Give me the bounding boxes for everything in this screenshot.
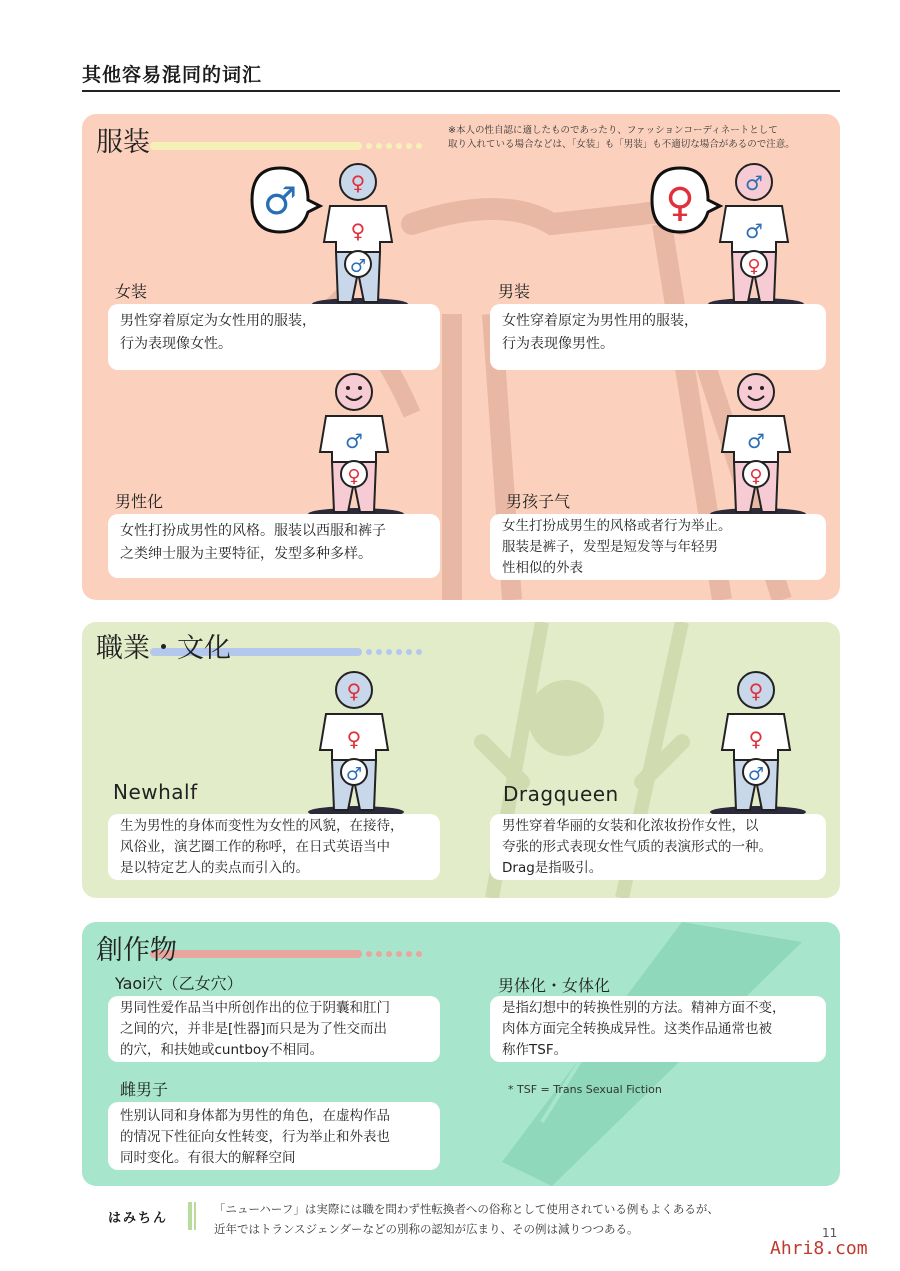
footer-line1: 「ニューハーフ」は実際には職を問わず性転換者への俗称として使用されている例もよくあるが、 <box>214 1202 719 1216</box>
crossdress-m-label: 男装 <box>498 282 531 301</box>
culture-title: 職業・文化 <box>96 633 231 664</box>
masculinize-label: 男性化 <box>115 492 164 511</box>
title-rule <box>82 90 840 92</box>
svg-text:♂: ♂ <box>747 429 765 453</box>
svg-text:♀: ♀ <box>747 256 761 277</box>
genderswap-label: 男体化・女体化 <box>498 976 611 995</box>
crossdress-f-label: 女装 <box>115 282 148 301</box>
genderswap-line3: 称作TSF。 <box>502 1042 568 1058</box>
svg-text:♀: ♀ <box>346 679 362 703</box>
masculinize-figure <box>300 372 410 522</box>
newhalf-description <box>108 814 440 880</box>
tomboy-label: 男孩子气 <box>506 492 571 511</box>
yaoi-description <box>108 996 440 1062</box>
author-logo: はみちん <box>108 1211 169 1226</box>
newhalf-label: Newhalf <box>113 780 198 804</box>
footer-divider-thin <box>194 1202 196 1230</box>
svg-text:♀: ♀ <box>748 727 764 751</box>
tomboy-figure <box>702 372 812 522</box>
crossdress-f-line1: 男性穿着原定为女性用的服装， <box>120 313 316 329</box>
dragqueen-line1: 男性穿着华丽的女装和化浓妆扮作女性，以 <box>502 818 759 834</box>
dragqueen-figure <box>702 670 812 820</box>
femboy-line1: 性别认同和身体都为男性的角色，在虚构作品 <box>120 1108 390 1124</box>
tomboy-line3: 性相似的外表 <box>502 560 583 576</box>
yaoi-line3: 的穴，和扶她或cuntboy不相同。 <box>120 1042 324 1058</box>
clothing-note-line1: ※本人の性自認に適したものであったり、ファッションコーディネートとして <box>448 125 778 136</box>
crossdress-m-description <box>490 304 826 370</box>
crossdress-f-figure <box>250 162 410 312</box>
masculinize-line1: 女性打扮成男性的风格。服装以西服和裤子 <box>120 523 386 539</box>
svg-text:♂: ♂ <box>262 179 298 223</box>
newhalf-figure <box>300 670 410 820</box>
crossdress-m-line2: 行为表现像男性。 <box>502 336 614 352</box>
svg-text:♂: ♂ <box>745 171 763 195</box>
clothing-note <box>448 124 828 152</box>
footer-divider <box>188 1202 192 1230</box>
svg-text:♀: ♀ <box>350 171 366 195</box>
crossdress-m-line1: 女性穿着原定为男性用的服装， <box>502 313 698 329</box>
footer-line2: 近年ではトランスジェンダーなどの別称の認知が広まり、その例は減りつつある。 <box>214 1222 639 1236</box>
crossdress-f-description <box>108 304 440 370</box>
tomboy-line1: 女生打扮成男生的风格或者行为举止。 <box>502 518 732 534</box>
svg-text:♀: ♀ <box>346 727 362 751</box>
clothing-title: 服装 <box>96 127 150 158</box>
page-title: 其他容易混同的词汇 <box>82 64 263 86</box>
tomboy-description <box>490 514 826 580</box>
tomboy-line2: 服装是裤子，发型是短发等与年轻男 <box>502 539 718 555</box>
crossdress-m-figure <box>650 162 810 312</box>
clothing-note-line2: 取り入れている場合などは、「女装」も「男装」も不適切な場合があるので注意。 <box>448 139 795 150</box>
femboy-label: 雌男子 <box>120 1080 169 1099</box>
culture-title-dots <box>366 649 422 655</box>
svg-text:♀: ♀ <box>665 180 695 226</box>
works-title: 創作物 <box>96 935 177 966</box>
svg-text:♂: ♂ <box>345 429 363 453</box>
masculinize-description <box>108 514 440 578</box>
svg-text:♀: ♀ <box>749 466 763 487</box>
clothing-title-bar <box>150 142 362 150</box>
femboy-description <box>108 1102 440 1170</box>
svg-text:♀: ♀ <box>748 679 764 703</box>
svg-text:♂: ♂ <box>345 764 363 785</box>
newhalf-line2: 风俗业，演艺圈工作的称呼，在日式英语当中 <box>120 839 390 855</box>
masculinize-line2: 之类绅士服为主要特征，发型多种多样。 <box>120 546 372 562</box>
femboy-line2: 的情况下性征向女性转变，行为举止和外表也 <box>120 1129 390 1145</box>
svg-text:♂: ♂ <box>745 219 763 243</box>
page-number: 11 <box>822 1226 838 1240</box>
watermark: Ahri8.com <box>770 1238 868 1259</box>
crossdress-f-line2: 行为表现像女性。 <box>120 336 232 352</box>
tsf-note: * TSF = Trans Sexual Fiction <box>508 1083 662 1096</box>
yaoi-label: Yaoi穴（乙女穴） <box>115 974 243 993</box>
yaoi-line2: 之间的穴，并非是[性器]而只是为了性交而出 <box>120 1021 388 1037</box>
genderswap-line1: 是指幻想中的转换性别的方法。精神方面不变， <box>502 1000 786 1016</box>
clothing-title-dots <box>366 143 422 149</box>
femboy-line3: 同时变化。有很大的解释空间 <box>120 1150 296 1166</box>
svg-text:♀: ♀ <box>350 219 366 243</box>
dragqueen-description <box>490 814 826 880</box>
svg-text:♂: ♂ <box>349 256 367 277</box>
works-title-bar <box>150 950 362 958</box>
newhalf-line1: 生为男性的身体而变性为女性的风貌，在接待， <box>120 818 404 834</box>
female-speech-bubble-icon <box>652 168 720 232</box>
dragqueen-line2: 夸张的形式表现女性气质的表演形式的一种。 <box>502 839 772 855</box>
yaoi-line1: 男同性爱作品当中所创作出的位于阴囊和肛门 <box>120 1000 390 1016</box>
svg-text:♀: ♀ <box>347 466 361 487</box>
dragqueen-label: Dragqueen <box>503 782 619 806</box>
dragqueen-line3: Drag是指吸引。 <box>502 860 603 876</box>
footer-note <box>214 1199 719 1239</box>
genderswap-line2: 肉体方面完全转换成异性。这类作品通常也被 <box>502 1021 772 1037</box>
newhalf-line3: 是以特定艺人的卖点而引入的。 <box>120 860 309 876</box>
genderswap-description <box>490 996 826 1062</box>
svg-text:♂: ♂ <box>747 764 765 785</box>
male-speech-bubble-icon <box>252 168 320 232</box>
works-title-dots <box>366 951 422 957</box>
